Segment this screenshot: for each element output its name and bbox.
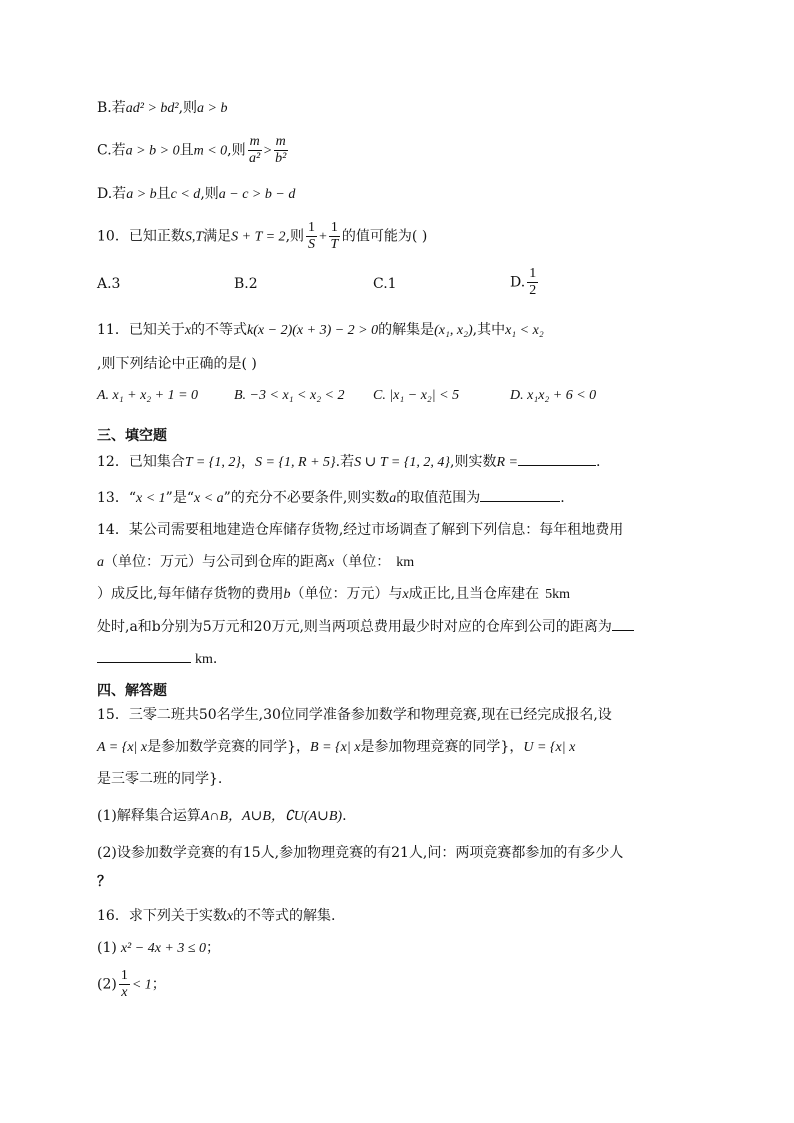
text: . <box>342 808 347 824</box>
text: ”是“ <box>165 490 194 506</box>
fraction <box>274 134 288 167</box>
text: . <box>560 490 565 506</box>
q10-option-b: B.2 <box>234 276 258 292</box>
text: ， <box>509 739 524 755</box>
math-expr: c < d <box>170 187 201 202</box>
text: 满足 <box>203 228 232 245</box>
question-10 <box>97 220 427 253</box>
numerator: 1 <box>120 968 128 983</box>
numerator: 1 <box>330 220 338 235</box>
math-expr: x < 1 <box>135 491 166 506</box>
text: 的取值范围为 <box>396 490 481 506</box>
section-heading: 四、解答题 <box>97 683 167 699</box>
text: 处时,a和b分别为5万元和20万元,则当两项总费用最少时对应的仓库到公司的距离为 <box>97 619 612 635</box>
math-expr: < 1 <box>131 977 152 993</box>
option-b <box>97 98 228 119</box>
q11-option-c: C. |x₁ − x₂| < 5 <box>373 388 460 403</box>
q10-option-c: C.1 <box>373 276 397 292</box>
math-expr: a <box>97 555 104 570</box>
option-label: B.若 <box>97 100 126 116</box>
option-label: C.若 <box>97 142 126 159</box>
math-expr: a > b > 0 <box>125 143 180 159</box>
fraction <box>119 968 130 1001</box>
question-15-part2: (2)设参加数学竞赛的有15人,参加物理竞赛的有21人,问：两项竞赛都参加的有多少人 <box>97 845 624 861</box>
denominator: T <box>330 237 339 252</box>
numerator: 1 <box>308 220 316 235</box>
question-text: 10．已知正数 <box>97 228 185 245</box>
text: ,则 <box>285 228 305 245</box>
text: (1)解释集合运算 <box>97 808 201 824</box>
unit: km <box>396 555 415 570</box>
question-14-line2 <box>97 552 414 573</box>
text: ； <box>206 940 221 956</box>
numerator: 1 <box>529 266 537 281</box>
math-expr: x <box>402 587 409 602</box>
math-expr: S = {1, R + 5} <box>255 455 336 470</box>
text: 的值可能为( ) <box>341 228 428 245</box>
text: （单位：万元）与 <box>290 586 403 602</box>
math-expr: A∩B，A∪B，∁U(A∪B) <box>200 809 343 824</box>
question-16-part2 <box>97 968 166 1001</box>
math-expr: x² − 4x + 3 ≤ 0 <box>120 941 207 956</box>
question-12 <box>97 451 600 473</box>
denominator: S <box>308 237 316 252</box>
question-15-line2 <box>97 737 575 758</box>
math-expr: m < 0 <box>193 143 228 159</box>
math-expr: x <box>184 323 192 338</box>
part-label: (1) <box>97 940 117 956</box>
text: . <box>217 771 223 787</box>
text: 是三零二班的同学} <box>97 771 218 787</box>
math-expr: k(x − 2)(x + 3) − 2 > 0 <box>247 323 379 338</box>
fraction <box>306 220 317 253</box>
text: 是参加物理竞赛的同学} <box>360 739 510 755</box>
answer-blank[interactable] <box>518 451 596 466</box>
fraction <box>329 220 340 253</box>
text: ， <box>296 739 311 755</box>
option-c <box>97 134 290 167</box>
math-expr: T = {1, 2} <box>184 455 242 470</box>
q11-option-b: B. −3 < x₁ < x₂ < 2 <box>234 388 345 403</box>
question-15-part2-cont: ？ <box>97 874 111 890</box>
question-13 <box>97 487 565 509</box>
question-11 <box>97 320 544 341</box>
question-14-line3 <box>97 584 570 605</box>
text: 的解集是 <box>378 322 435 338</box>
question-16-part1 <box>97 938 220 959</box>
question-14-line5 <box>97 648 217 670</box>
answer-blank[interactable] <box>612 616 634 631</box>
denominator: a² <box>249 151 261 166</box>
q11-option-d: D. x₁x₂ + 6 < 0 <box>510 388 597 403</box>
math-expr: a − c > b − d <box>218 187 296 202</box>
q10-option-d <box>510 266 540 299</box>
option-label: D. <box>510 274 526 291</box>
text: （单位：万元）与公司到仓库的距离 <box>104 554 328 570</box>
question-16 <box>97 906 336 927</box>
text: ,则 <box>178 100 198 116</box>
unit: km <box>195 652 213 667</box>
option-label: D.若 <box>97 186 127 202</box>
unit: 5km <box>545 587 571 602</box>
math-expr: x <box>226 909 234 924</box>
math-expr: S,T <box>184 229 204 245</box>
denominator: 2 <box>529 283 537 298</box>
math-expr: (x₁, x₂) <box>434 323 473 338</box>
option-d <box>97 184 295 205</box>
question-15: 15．三零二班共50名学生,30位同学准备参加数学和物理竞赛,现在已经完成报名,设 <box>97 707 612 723</box>
q10-option-a: A.3 <box>97 276 121 292</box>
text: 的不等式的解集. <box>233 908 336 924</box>
text: 的不等式 <box>191 322 248 338</box>
math-expr: a <box>389 491 397 506</box>
text: （单位： <box>334 554 391 570</box>
part-label: (2) <box>97 976 117 993</box>
question-11-line2: ,则下列结论中正确的是( ) <box>97 356 257 372</box>
question-15-part1 <box>97 806 347 827</box>
question-text: 12．已知集合 <box>97 454 185 470</box>
answer-blank[interactable] <box>480 487 560 502</box>
math-expr: S + T = 2 <box>231 229 286 245</box>
fraction <box>527 266 538 299</box>
math-expr: B = {x| x <box>310 740 361 755</box>
math-expr: x < a <box>193 491 224 506</box>
question-15-line3 <box>97 769 222 789</box>
question-text: 16．求下列关于实数 <box>97 908 227 924</box>
text: 成正比,且当仓库建在 <box>408 586 540 602</box>
text: ,则实数 <box>450 454 497 470</box>
denominator: x <box>121 985 128 1000</box>
text: . <box>596 454 601 470</box>
text: 且 <box>179 142 194 159</box>
math-expr: x₁ < x₂ <box>505 323 544 338</box>
question-14: 14．某公司需要租地建造仓库储存货物,经过市场调查了解到下列信息：每年租地费用 <box>97 522 624 538</box>
text: ， <box>241 454 256 470</box>
math-expr: a > b <box>197 101 228 116</box>
math-expr: x <box>328 555 335 570</box>
text: 是参加数学竞赛的同学} <box>147 739 297 755</box>
question-14-line4 <box>97 616 634 637</box>
math-expr: U = {x| x <box>523 740 576 755</box>
math-expr: b <box>283 587 291 602</box>
math-expr: R = <box>496 455 518 470</box>
text: ； <box>151 976 166 993</box>
text: . <box>212 651 218 667</box>
math-expr: A = {x| x <box>97 740 148 755</box>
math-expr: S ∪ T = {1, 2, 4} <box>354 455 451 470</box>
text: ,其中 <box>472 322 506 338</box>
text: ,则 <box>227 142 246 159</box>
text: ,则 <box>200 186 219 202</box>
denominator: b² <box>275 151 287 166</box>
text: .若 <box>335 454 355 470</box>
operator: + <box>319 229 327 245</box>
section-heading: 三、填空题 <box>97 428 167 444</box>
math-expr: a > b <box>126 187 157 202</box>
text: ）成反比,每年储存货物的费用 <box>97 586 284 602</box>
operator: > <box>263 143 272 159</box>
numerator: m <box>249 134 260 149</box>
question-text: 13．“ <box>97 490 136 506</box>
question-text: 11．已知关于 <box>97 322 185 338</box>
math-expr: ad² > bd² <box>125 101 179 116</box>
answer-blank[interactable] <box>97 648 191 663</box>
fraction <box>248 134 262 167</box>
text: ”的充分不必要条件,则实数 <box>223 490 390 506</box>
text: 且 <box>156 186 171 202</box>
q11-option-a: A. x₁ + x₂ + 1 = 0 <box>97 388 199 403</box>
numerator: m <box>275 134 286 149</box>
